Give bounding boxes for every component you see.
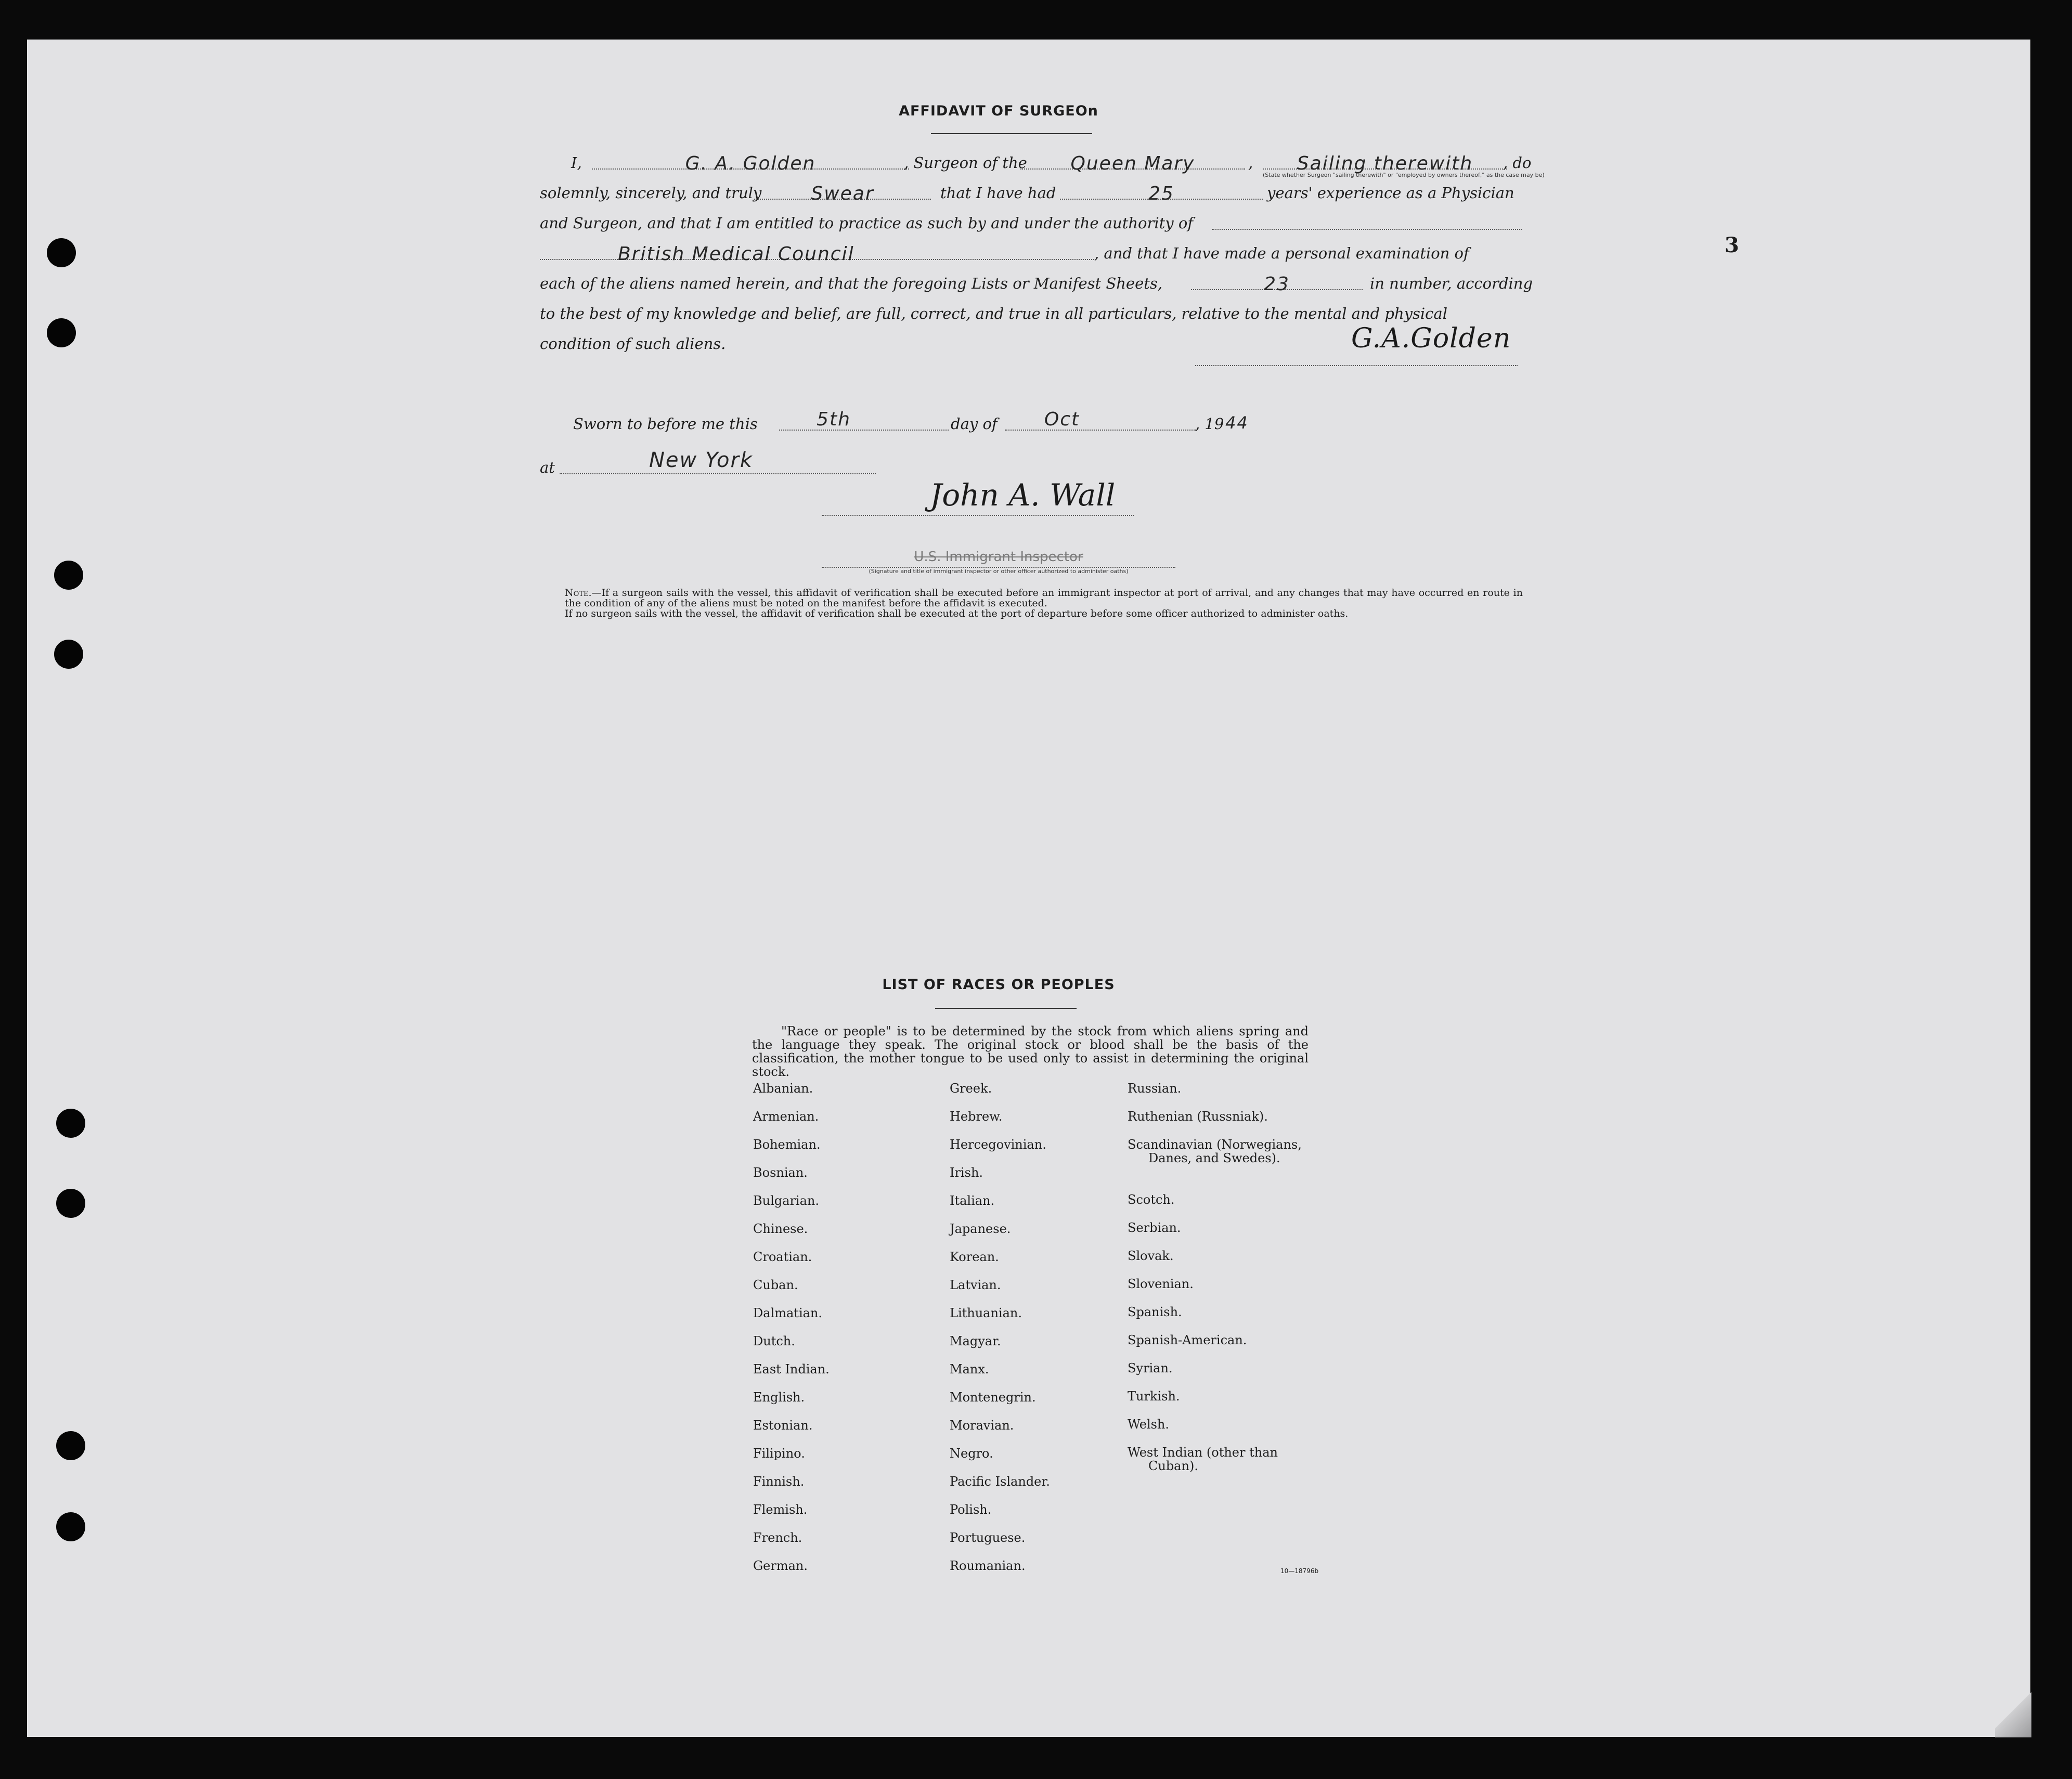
affidavit-text: , do bbox=[1503, 154, 1532, 172]
oath-value: Swear bbox=[811, 183, 874, 204]
race-item-line: West Indian (other than bbox=[1128, 1445, 1278, 1460]
affidavit-text: day of bbox=[951, 415, 998, 433]
affidavit-text: solemnly, sincerely, and truly bbox=[540, 184, 762, 202]
title-rule bbox=[931, 133, 1092, 134]
race-item: Irish. bbox=[950, 1165, 983, 1180]
binder-hole bbox=[56, 1431, 85, 1460]
affidavit-text: , bbox=[1248, 154, 1253, 172]
race-item: Slovenian. bbox=[1128, 1277, 1194, 1291]
vessel-value: Queen Mary bbox=[1070, 153, 1195, 174]
affidavit-text: years' experience as a Physician bbox=[1267, 184, 1514, 202]
race-item: French. bbox=[753, 1530, 802, 1545]
affidavit-text: I, bbox=[571, 154, 582, 172]
officer-title: U.S. Immigrant Inspector bbox=[914, 549, 1083, 565]
race-item-line: Danes, and Swedes). bbox=[1148, 1151, 1280, 1165]
sailing-status-note: (State whether Surgeon "sailing therewith" or "employed by owners thereof," as the case may be) bbox=[1263, 172, 1545, 178]
race-item: Spanish. bbox=[1128, 1305, 1182, 1319]
race-item: Hercegovinian. bbox=[950, 1137, 1046, 1152]
race-item: Latvian. bbox=[950, 1278, 1001, 1292]
race-item: Montenegrin. bbox=[950, 1390, 1036, 1405]
race-item: Armenian. bbox=[753, 1109, 819, 1124]
race-item: English. bbox=[753, 1390, 805, 1405]
race-item: Flemish. bbox=[753, 1502, 808, 1517]
affidavit-note bbox=[540, 588, 1523, 619]
binder-hole bbox=[54, 561, 83, 590]
affidavit-text: , 19 bbox=[1195, 415, 1224, 433]
affidavit-text: that I have had bbox=[940, 184, 1056, 202]
race-item: Japanese. bbox=[950, 1222, 1011, 1236]
race-item: Polish. bbox=[950, 1502, 992, 1517]
binder-hole bbox=[47, 318, 76, 347]
races-title: LIST OF RACES OR PEOPLES bbox=[882, 977, 1115, 993]
race-item: Portuguese. bbox=[950, 1530, 1026, 1545]
place-value: New York bbox=[649, 448, 754, 472]
note-label: Note. bbox=[565, 587, 592, 599]
note-paragraph: —If a surgeon sails with the vessel, this affidavit of verification shall be executed before an immigrant inspector at port of arrival, and any changes that may have occurred en route in the condition of any of the aliens must be noted on the manifest before the affidavit is executed. bbox=[565, 587, 1523, 609]
race-item: Lithuanian. bbox=[950, 1306, 1022, 1320]
officer-title-note: (Signature and title of immigrant inspector or other officer authorized to administer oaths) bbox=[869, 568, 1129, 575]
officer-signature-line bbox=[822, 515, 1134, 516]
race-item: Spanish-American. bbox=[1128, 1333, 1247, 1347]
race-item: East Indian. bbox=[753, 1362, 830, 1377]
binder-hole bbox=[56, 1189, 85, 1218]
race-item: Korean. bbox=[950, 1250, 999, 1264]
race-item: Hebrew. bbox=[950, 1109, 1003, 1124]
race-item: Filipino. bbox=[753, 1446, 805, 1461]
authority-value: British Medical Council bbox=[618, 243, 854, 265]
note-paragraph: If no surgeon sails with the vessel, the affidavit of verification shall be executed at the port of departure before some officer authorized to administer oaths. bbox=[565, 608, 1349, 619]
race-item: Syrian. bbox=[1128, 1361, 1173, 1375]
races-column-2 bbox=[950, 1082, 1050, 1587]
affidavit-text: in number, according bbox=[1370, 275, 1533, 292]
race-item: Turkish. bbox=[1128, 1389, 1180, 1404]
binder-hole bbox=[47, 238, 76, 267]
race-item: Manx. bbox=[950, 1362, 989, 1377]
race-item: Slovak. bbox=[1128, 1249, 1174, 1263]
race-item: Dutch. bbox=[753, 1334, 795, 1348]
race-item bbox=[1128, 1138, 1302, 1193]
page-number: 3 bbox=[1725, 233, 1739, 257]
affidavit-text: and Surgeon, and that I am entitled to practice as such by and under the authority of bbox=[540, 214, 1194, 232]
page-corner-fold bbox=[1995, 1691, 2031, 1737]
binder-hole bbox=[56, 1109, 85, 1138]
races-column-1 bbox=[753, 1082, 830, 1587]
race-item-line: Scandinavian (Norwegians, bbox=[1128, 1137, 1302, 1152]
sworn-month-value: Oct bbox=[1044, 409, 1080, 430]
race-item: Italian. bbox=[950, 1193, 995, 1208]
race-item: Moravian. bbox=[950, 1418, 1014, 1433]
race-item: Pacific Islander. bbox=[950, 1474, 1050, 1489]
race-item: Ruthenian (Russniak). bbox=[1128, 1109, 1268, 1124]
affidavit-text: , Surgeon of the bbox=[904, 154, 1027, 172]
affidavit-text: at bbox=[540, 459, 555, 476]
race-item: Welsh. bbox=[1128, 1417, 1169, 1432]
race-item: Negro. bbox=[950, 1446, 993, 1461]
affidavit-text: condition of such aliens. bbox=[540, 335, 726, 353]
sworn-section bbox=[540, 409, 1523, 476]
races-intro: "Race or people" is to be determined by the stock from which aliens spring and the language they speak. The original stock or blood shall be the basis of the classification, the mother tongue to be used only to assist in determining the original stock. bbox=[752, 1024, 1309, 1079]
race-item: Greek. bbox=[950, 1081, 992, 1096]
officer-signature: John A. Wall bbox=[930, 477, 1116, 513]
affidavit-title: AFFIDAVIT OF SURGEOn bbox=[899, 103, 1098, 119]
sheet-count-value: 23 bbox=[1264, 274, 1290, 295]
race-item: Cuban. bbox=[753, 1278, 798, 1292]
affidavit-text: , and that I have made a personal examination of bbox=[1094, 244, 1469, 262]
race-item: Bohemian. bbox=[753, 1137, 821, 1152]
race-item: Albanian. bbox=[753, 1081, 813, 1096]
race-item: Dalmatian. bbox=[753, 1306, 823, 1320]
years-value: 25 bbox=[1148, 183, 1174, 204]
sailing-status-value: Sailing therewith bbox=[1297, 153, 1473, 174]
race-item bbox=[1128, 1446, 1302, 1501]
race-item: Finnish. bbox=[753, 1474, 805, 1489]
race-item: Russian. bbox=[1128, 1081, 1182, 1096]
binder-hole bbox=[54, 640, 83, 669]
surgeon-signature: G.A.Golden bbox=[1351, 323, 1511, 354]
race-item: Estonian. bbox=[753, 1418, 813, 1433]
race-item: Scotch. bbox=[1128, 1192, 1175, 1207]
race-item: Roumanian. bbox=[950, 1559, 1026, 1573]
races-column-3 bbox=[1128, 1082, 1302, 1501]
affidavit-text: Sworn to before me this bbox=[573, 415, 758, 433]
race-item: Croatian. bbox=[753, 1250, 812, 1264]
sworn-year-value: 44 bbox=[1225, 413, 1249, 433]
title-rule bbox=[935, 1008, 1077, 1009]
affidavit-text: each of the aliens named herein, and that the foregoing Lists or Manifest Sheets, bbox=[540, 275, 1163, 292]
binder-hole bbox=[56, 1512, 85, 1541]
race-item: Serbian. bbox=[1128, 1220, 1181, 1235]
race-item: German. bbox=[753, 1559, 808, 1573]
authority-field-start bbox=[1212, 208, 1522, 230]
affidavit-text: to the best of my knowledge and belief, are full, correct, and true in all particulars, relative to the mental and physical bbox=[540, 305, 1447, 322]
race-item: Bosnian. bbox=[753, 1165, 808, 1180]
race-item-line: Cuban). bbox=[1148, 1459, 1198, 1473]
form-code: 10—18796b bbox=[1280, 1567, 1319, 1575]
surgeon-name-value: G. A. Golden bbox=[685, 153, 816, 174]
race-item: Bulgarian. bbox=[753, 1193, 819, 1208]
race-item: Chinese. bbox=[753, 1222, 808, 1236]
race-item: Magyar. bbox=[950, 1334, 1001, 1348]
sworn-day-value: 5th bbox=[817, 409, 851, 430]
affidavit-body bbox=[540, 148, 1545, 392]
